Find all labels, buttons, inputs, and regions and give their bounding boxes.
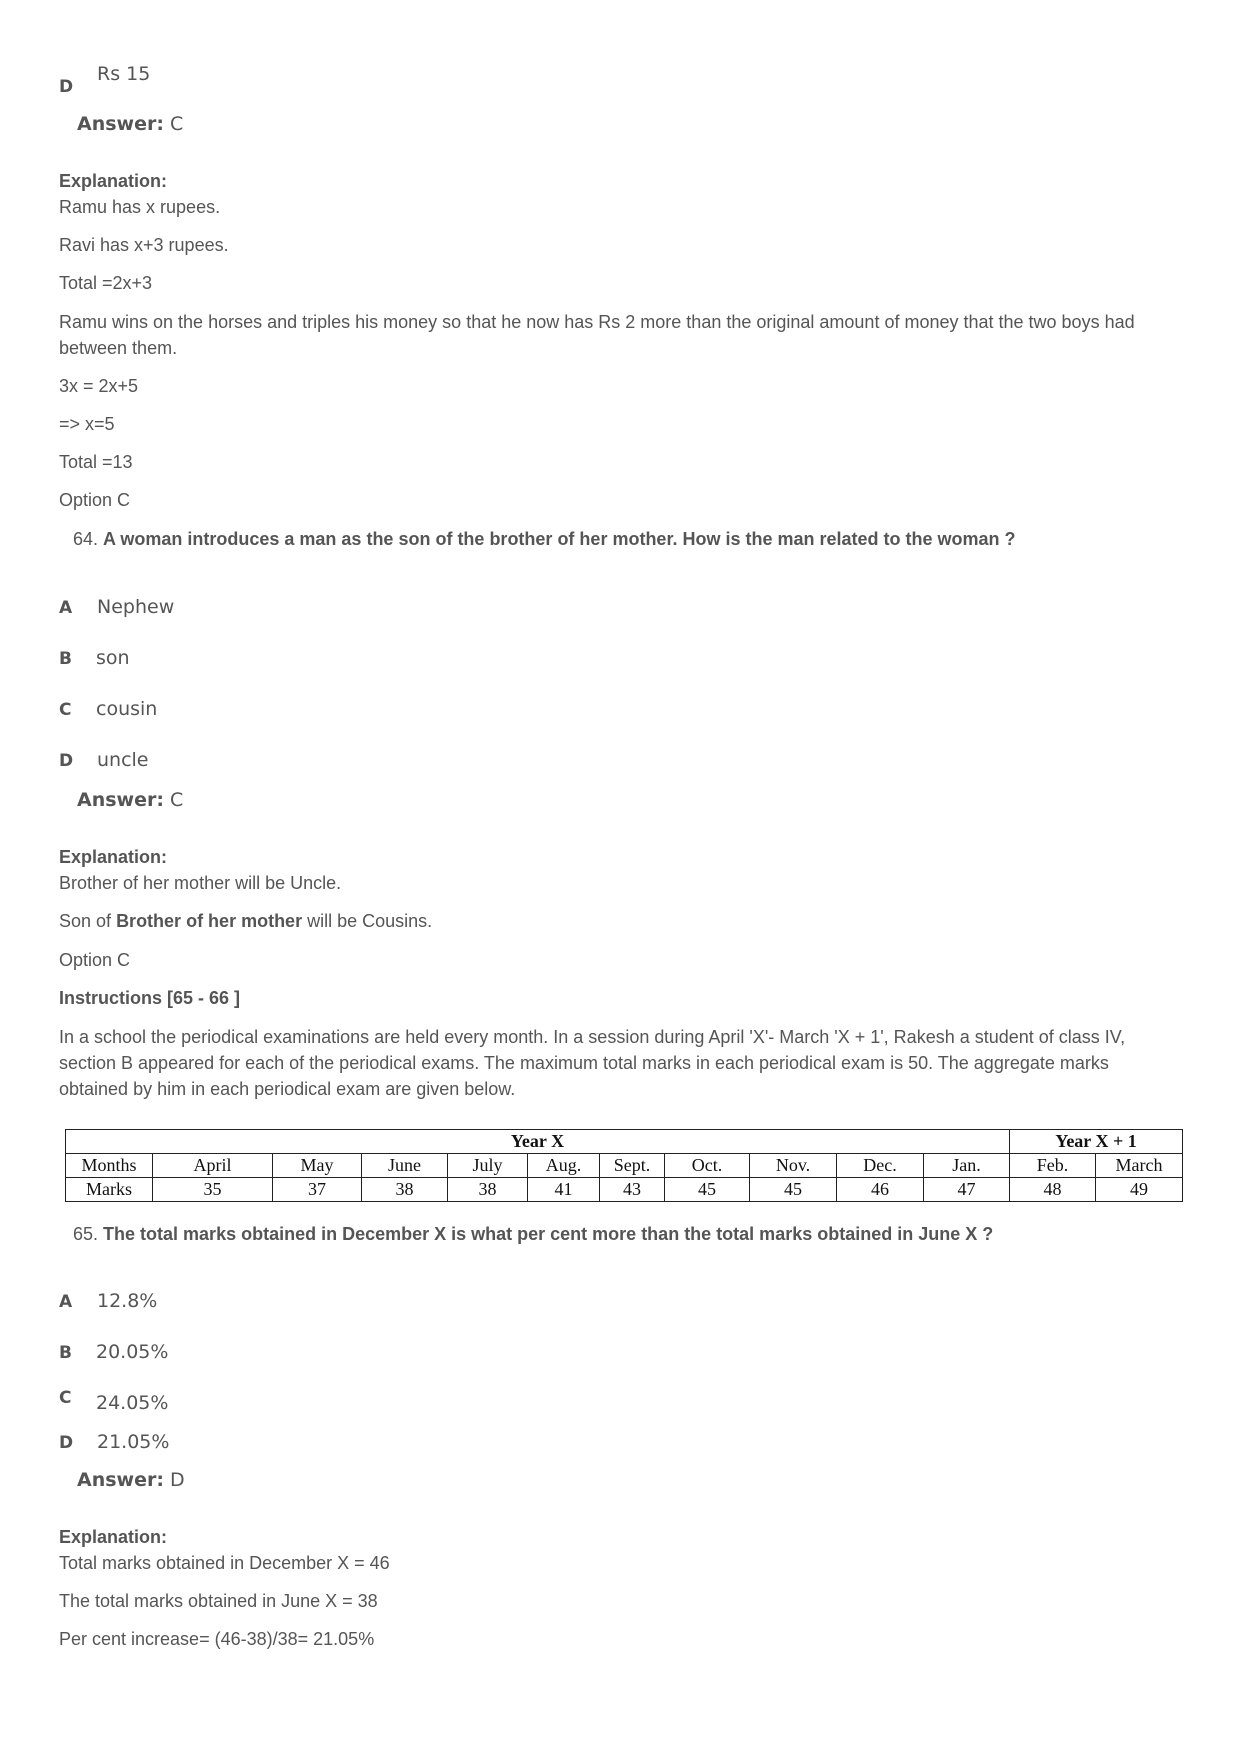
marks-cell: 48	[1010, 1178, 1096, 1202]
option-b-text[interactable]: 20.05%	[96, 1341, 169, 1363]
option-d-letter: D	[59, 77, 74, 97]
option-a-text[interactable]: 12.8%	[97, 1290, 158, 1312]
month-cell: May	[273, 1154, 362, 1178]
month-cell: Sept.	[600, 1154, 665, 1178]
explanation-line: Ravi has x+3 rupees.	[59, 235, 229, 255]
answer-label: Answer:	[77, 1469, 164, 1491]
explanation-line-cousins	[59, 911, 432, 932]
marks-cell: 47	[924, 1178, 1010, 1202]
answer-65	[77, 1469, 185, 1491]
answer-value: C	[170, 789, 184, 811]
row-label-marks: Marks	[66, 1178, 153, 1202]
explanation-suffix: will be Cousins.	[307, 911, 433, 931]
option-a-letter: A	[59, 598, 73, 618]
explanation-line: Option C	[59, 950, 131, 970]
explanation-line: => x=5	[59, 414, 115, 434]
option-a-text[interactable]: Nephew	[97, 596, 175, 618]
option-b-letter: B	[59, 1343, 72, 1363]
row-label-months: Months	[66, 1154, 153, 1178]
explanation-paragraph: Ramu wins on the horses and triples his money so that he now has Rs 2 more than the original amount of money that the two boys had between them.	[59, 312, 1135, 358]
explanation-line: Per cent increase= (46-38)/38= 21.05%	[59, 1629, 375, 1649]
explanation-line: Total =2x+3	[59, 273, 153, 293]
option-d-text[interactable]: uncle	[97, 749, 149, 771]
month-cell: July	[448, 1154, 528, 1178]
option-d-letter: D	[59, 751, 74, 771]
month-cell: April	[153, 1154, 273, 1178]
marks-cell: 38	[448, 1178, 528, 1202]
explanation-heading: Explanation:	[59, 1527, 168, 1547]
question-number: 64.	[73, 529, 99, 549]
month-cell: Jan.	[924, 1154, 1010, 1178]
explanation-prefix: Son of	[59, 911, 112, 931]
instructions-paragraph: In a school the periodical examinations are held every month. In a session during April 'X'- March 'X + 1', Rakesh a student of class IV, section B appeared for each of the periodical exams. The maximum total marks in each periodical exam is 50. The aggregate marks obtained by him in each periodical exam are given below.	[59, 1027, 1126, 1099]
explanation-line: Brother of her mother will be Uncle.	[59, 873, 342, 893]
explanation-heading: Explanation:	[59, 847, 168, 867]
explanation-heading: Explanation:	[59, 171, 168, 191]
month-cell: Dec.	[837, 1154, 924, 1178]
marks-cell: 46	[837, 1178, 924, 1202]
marks-cell: 38	[362, 1178, 448, 1202]
explanation-line: 3x = 2x+5	[59, 376, 139, 396]
option-c-letter: C	[59, 700, 72, 720]
month-cell: Aug.	[528, 1154, 600, 1178]
question-64	[73, 529, 1016, 550]
option-b-letter: B	[59, 649, 72, 669]
month-cell: March	[1096, 1154, 1183, 1178]
explanation-bold: Brother of her mother	[116, 911, 303, 931]
question-number: 65.	[73, 1224, 99, 1244]
marks-cell: 45	[750, 1178, 837, 1202]
answer-prev	[77, 113, 183, 135]
answer-value: D	[170, 1469, 185, 1491]
instructions-heading: Instructions [65 - 66 ]	[59, 988, 241, 1008]
month-cell: Oct.	[665, 1154, 750, 1178]
month-cell: June	[362, 1154, 448, 1178]
answer-label: Answer:	[77, 789, 164, 811]
marks-cell: 35	[153, 1178, 273, 1202]
option-d-text: Rs 15	[97, 63, 151, 85]
answer-label: Answer:	[77, 113, 164, 135]
option-c-text[interactable]: 24.05%	[96, 1392, 169, 1414]
option-a-letter: A	[59, 1292, 73, 1312]
marks-table	[65, 1129, 1183, 1202]
answer-64	[77, 789, 183, 811]
option-c-letter: C	[59, 1388, 72, 1408]
explanation-line: Option C	[59, 490, 131, 510]
explanation-line: The total marks obtained in June X = 38	[59, 1591, 378, 1611]
question-text: The total marks obtained in December X is what per cent more than the total marks obtained in June X ?	[103, 1224, 994, 1244]
explanation-line: Total =13	[59, 452, 133, 472]
year-x-header: Year X	[66, 1130, 1010, 1154]
explanation-line: Total marks obtained in December X = 46	[59, 1553, 390, 1573]
month-cell: Feb.	[1010, 1154, 1096, 1178]
option-d-letter: D	[59, 1433, 74, 1453]
marks-cell: 49	[1096, 1178, 1183, 1202]
marks-cell: 41	[528, 1178, 600, 1202]
option-d-text[interactable]: 21.05%	[97, 1431, 170, 1453]
marks-cell: 45	[665, 1178, 750, 1202]
marks-cell: 37	[273, 1178, 362, 1202]
question-65	[73, 1224, 993, 1245]
option-b-text[interactable]: son	[96, 647, 130, 669]
option-c-text[interactable]: cousin	[96, 698, 158, 720]
marks-cell: 43	[600, 1178, 665, 1202]
month-cell: Nov.	[750, 1154, 837, 1178]
year-x1-header: Year X + 1	[1010, 1130, 1183, 1154]
question-text: A woman introduces a man as the son of the brother of her mother. How is the man related to the woman ?	[103, 529, 1016, 549]
explanation-line: Ramu has x rupees.	[59, 197, 221, 217]
answer-value: C	[170, 113, 184, 135]
